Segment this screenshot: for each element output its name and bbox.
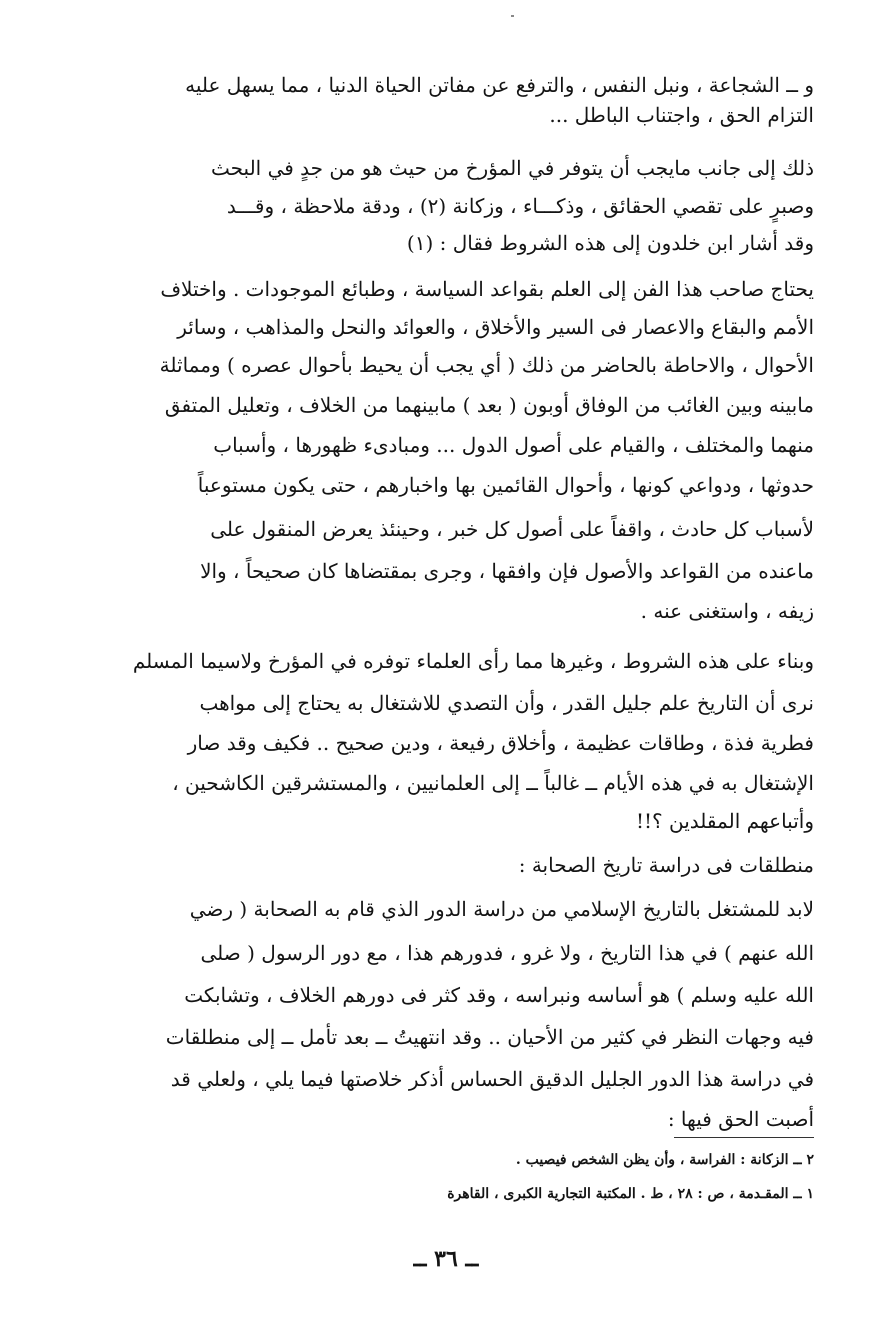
text-line: نرى أن التاريخ علم جليل القدر ، وأن التصدي للاشتغال به يحتاج إلى مواهب: [199, 691, 814, 715]
text-line: التزام الحق ، واجتناب الباطل ...: [549, 103, 814, 127]
text-line: الأمم والبقاع والاعصار فى السير والأخلاق ، والعوائد والنحل والمذاهب ، وسائر: [177, 315, 814, 339]
text-line: مابينه وبين الغائب من الوفاق أوبون ( بعد ) مابينهما من الخلاف ، وتعليل المتفق: [164, 393, 814, 417]
text-line: لابد للمشتغل بالتاريخ الإسلامي من دراسة الدور الذي قام به الصحابة ( رضي: [189, 897, 814, 921]
text-line: في دراسة هذا الدور الجليل الدقيق الحساس أذكر خلاصتها فيما يلي ، ولعلي قد: [170, 1067, 814, 1091]
text-line: الأحوال ، والاحاطة بالحاضر من ذلك ( أي يجب أن يحيط بأحوال عصره ) ومماثلة: [159, 353, 814, 377]
text-line: زيفه ، واستغنى عنه .: [640, 599, 814, 623]
text-line: فيه وجهات النظر في كثير من الأحيان .. وقد انتهيتُ ــ بعد تأمل ــ إلى منطلقات: [165, 1025, 814, 1049]
text-line: وبناء على هذه الشروط ، وغيرها مما رأى العلماء توفره في المؤرخ ولاسيما المسلم: [132, 649, 814, 673]
text-line: منهما والمختلف ، والقيام على أصول الدول ... ومبادىء ظهورها ، وأسباب: [213, 433, 814, 457]
text-line: فطرية فذة ، وطاقات عظيمة ، وأخلاق رفيعة ، ودين صحيح .. فكيف وقد صار: [187, 731, 814, 755]
footnote: ١ ــ المقـدمة ، ص : ٢٨ ، ط . المكتبة التجارية الكبرى ، القاهرة: [447, 1186, 814, 1202]
text-line: الله عليه وسلم ) هو أساسه ونبراسه ، وقد كثر فى دورهم الخلاف ، وتشابكت: [184, 983, 814, 1007]
text-line: لأسباب كل حادث ، واقفاً على أصول كل خبر ، وحينئذ يعرض المنقول على: [210, 517, 814, 541]
section-heading: منطلقات فى دراسة تاريخ الصحابة :: [518, 853, 814, 877]
text-line: ماعنده من القواعد والأصول فإن وافقها ، وجرى بمقتضاها كان صحيحاً ، والا: [200, 559, 814, 583]
text-line: وصبرٍ على تقصي الحقائق ، وذكـــاء ، وزكانة (٢) ، ودقة ملاحظة ، وقـــد: [226, 194, 814, 218]
text-line: الإشتغال به في هذه الأيام ــ غالباً ــ إلى العلمانيين ، والمستشرقين الكاشحين ،: [172, 771, 814, 795]
text-line: أصبت الحق فيها :: [667, 1107, 814, 1131]
footnote-separator: [674, 1137, 814, 1138]
text-line: الله عنهم ) في هذا التاريخ ، ولا غرو ، فدورهم هذا ، مع دور الرسول ( صلى: [200, 941, 814, 965]
scan-speck: [511, 15, 514, 17]
text-line: يحتاج صاحب هذا الفن إلى العلم بقواعد السياسة ، وطبائع الموجودات . واختلاف: [160, 277, 814, 301]
text-line: حدوثها ، ودواعي كونها ، وأحوال القائمين بها واخبارهم ، حتى يكون مستوعباً: [197, 473, 814, 497]
text-line: ذلك إلى جانب مايجب أن يتوفر في المؤرخ من حيث هو من جدٍ في البحث: [211, 156, 814, 180]
text-line: و ــ الشجاعة ، ونبل النفس ، والترفع عن مفاتن الحياة الدنيا ، مما يسهل عليه: [185, 73, 814, 97]
text-line: وقد أشار ابن خلدون إلى هذه الشروط فقال : (١): [406, 231, 814, 255]
footnote: ٢ ــ الزكانة : الفراسة ، وأن يظن الشخص فيصيب .: [515, 1152, 814, 1168]
page-number: ــ ٣٦ ــ: [413, 1246, 479, 1272]
text-line: وأتباعهم المقلدين ؟!!: [635, 809, 814, 833]
